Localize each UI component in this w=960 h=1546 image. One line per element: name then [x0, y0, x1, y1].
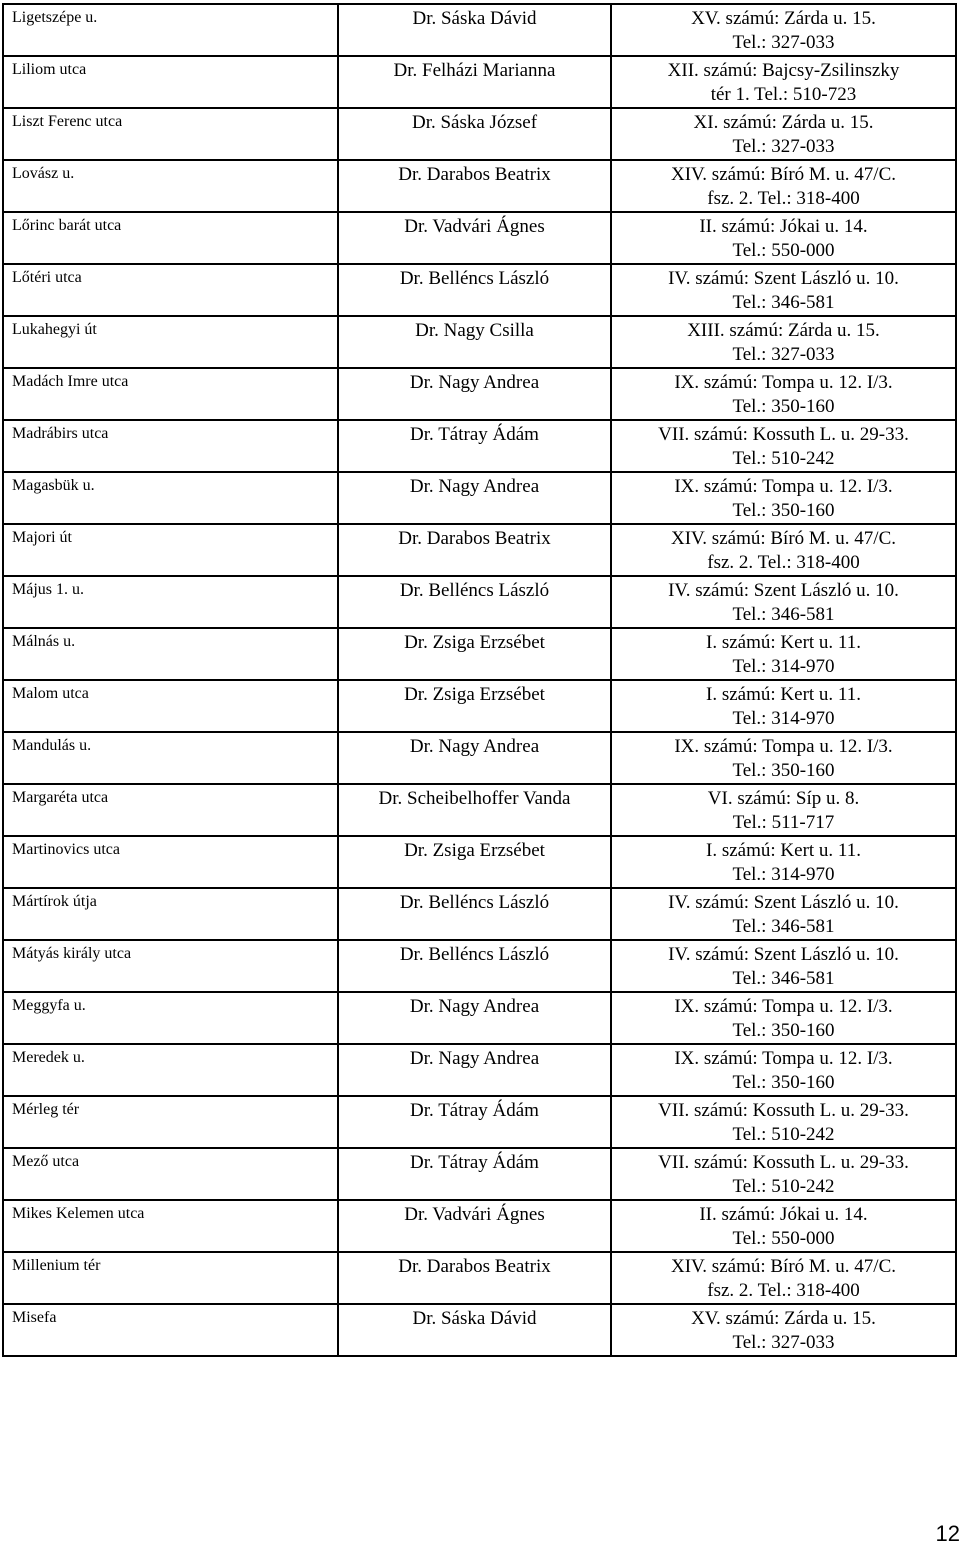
address-cell [611, 160, 956, 212]
table-row [3, 264, 956, 316]
street-name: Millenium tér [12, 1257, 101, 1274]
table-row [3, 368, 956, 420]
phone-line: Tel.: 327-033 [732, 136, 835, 157]
street-name: Misefa [12, 1309, 57, 1326]
address-line: IV. számú: Szent László u. 10. [668, 580, 899, 601]
practice-address [612, 213, 955, 263]
doctor-cell [338, 680, 611, 732]
street-cell [3, 1096, 338, 1148]
address-line: IV. számú: Szent László u. 10. [668, 892, 899, 913]
doctor-name: Dr. Vadvári Ágnes [404, 216, 545, 237]
doctor-name: Dr. Nagy Andrea [409, 476, 540, 497]
address-cell [611, 56, 956, 108]
street-cell [3, 472, 338, 524]
practice-address [612, 369, 955, 419]
table-row [3, 888, 956, 940]
phone-line: fsz. 2. Tel.: 318-400 [707, 188, 860, 209]
phone-line: Tel.: 314-970 [732, 708, 835, 729]
address-cell [611, 628, 956, 680]
table-row [3, 1200, 956, 1252]
street-name: Mikes Kelemen utca [12, 1205, 145, 1222]
table-row [3, 524, 956, 576]
address-cell [611, 732, 956, 784]
street-name: Lukahegyi út [12, 321, 97, 338]
street-cell [3, 628, 338, 680]
doctor-cell [338, 1044, 611, 1096]
street-name: Május 1. u. [12, 581, 84, 598]
doctor-name: Dr. Tátray Ádám [410, 1100, 539, 1121]
doctor-name: Dr. Darabos Beatrix [398, 528, 551, 549]
doctor-cell [338, 1304, 611, 1356]
address-cell [611, 836, 956, 888]
phone-line: tér 1. Tel.: 510-723 [710, 84, 857, 105]
doctor-name: Dr. Nagy Andrea [409, 996, 540, 1017]
street-name: Magasbük u. [12, 477, 95, 494]
doctor-cell [338, 160, 611, 212]
phone-line: Tel.: 327-033 [732, 32, 835, 53]
practice-address [612, 1149, 955, 1199]
street-cell [3, 1252, 338, 1304]
street-cell [3, 784, 338, 836]
district-table [2, 3, 957, 1357]
address-line: IV. számú: Szent László u. 10. [668, 268, 899, 289]
doctor-name: Dr. Darabos Beatrix [398, 1256, 551, 1277]
address-cell [611, 524, 956, 576]
street-name: Madrábirs utca [12, 425, 109, 442]
phone-line: Tel.: 350-160 [732, 500, 835, 521]
practice-address [612, 889, 955, 939]
doctor-name: Dr. Nagy Csilla [415, 320, 534, 341]
address-line: XIV. számú: Bíró M. u. 47/C. [670, 528, 896, 549]
phone-line: Tel.: 350-160 [732, 396, 835, 417]
street-name: Ligetszépe u. [12, 9, 98, 26]
doctor-cell [338, 524, 611, 576]
table-row [3, 160, 956, 212]
doctor-name: Dr. Darabos Beatrix [398, 164, 551, 185]
address-cell [611, 576, 956, 628]
table-row [3, 992, 956, 1044]
phone-line: fsz. 2. Tel.: 318-400 [707, 552, 860, 573]
street-name: Mátyás király utca [12, 945, 132, 962]
doctor-cell [338, 992, 611, 1044]
practice-address [612, 161, 955, 211]
doctor-name: Dr. Sáska József [411, 112, 538, 133]
practice-address [612, 57, 955, 107]
address-cell [611, 1044, 956, 1096]
doctor-cell [338, 836, 611, 888]
doctor-name: Dr. Nagy Andrea [409, 736, 540, 757]
street-name: Mérleg tér [12, 1101, 80, 1118]
practice-address [612, 421, 955, 471]
street-name: Lőtéri utca [12, 269, 82, 286]
doctor-cell [338, 628, 611, 680]
street-name: Margaréta utca [12, 789, 109, 806]
practice-address [612, 525, 955, 575]
doctor-cell [338, 784, 611, 836]
practice-address [612, 1201, 955, 1251]
address-line: XIV. számú: Bíró M. u. 47/C. [670, 164, 896, 185]
address-cell [611, 316, 956, 368]
doctor-cell [338, 316, 611, 368]
doctor-name: Dr. Tátray Ádám [410, 424, 539, 445]
address-cell [611, 264, 956, 316]
doctor-cell [338, 576, 611, 628]
doctor-cell [338, 1148, 611, 1200]
address-line: II. számú: Jókai u. 14. [699, 1204, 868, 1225]
doctor-cell [338, 212, 611, 264]
address-line: VII. számú: Kossuth L. u. 29-33. [658, 1100, 909, 1121]
street-cell [3, 1148, 338, 1200]
address-line: I. számú: Kert u. 11. [706, 684, 861, 705]
phone-line: Tel.: 550-000 [732, 1228, 835, 1249]
doctor-cell [338, 264, 611, 316]
table-row [3, 1096, 956, 1148]
table-row [3, 680, 956, 732]
address-cell [611, 212, 956, 264]
street-cell [3, 992, 338, 1044]
street-cell [3, 108, 338, 160]
practice-address [612, 317, 955, 367]
street-name: Meggyfa u. [12, 997, 86, 1014]
table-row [3, 628, 956, 680]
doctor-name: Dr. Sáska Dávid [412, 1308, 537, 1329]
street-cell [3, 1304, 338, 1356]
address-line: IX. számú: Tompa u. 12. I/3. [674, 736, 893, 757]
phone-line: fsz. 2. Tel.: 318-400 [707, 1280, 860, 1301]
doctor-cell [338, 56, 611, 108]
address-line: XI. számú: Zárda u. 15. [693, 112, 874, 133]
street-cell [3, 1044, 338, 1096]
street-cell [3, 4, 338, 56]
address-line: IX. számú: Tompa u. 12. I/3. [674, 1048, 893, 1069]
address-line: IX. számú: Tompa u. 12. I/3. [674, 372, 893, 393]
street-cell [3, 940, 338, 992]
street-cell [3, 420, 338, 472]
doctor-cell [338, 1096, 611, 1148]
street-name: Málnás u. [12, 633, 76, 650]
address-cell [611, 784, 956, 836]
doctor-name: Dr. Felházi Marianna [393, 60, 556, 81]
phone-line: Tel.: 327-033 [732, 1332, 835, 1353]
street-name: Mandulás u. [12, 737, 92, 754]
practice-address [612, 473, 955, 523]
street-name: Liszt Ferenc utca [12, 113, 123, 130]
street-name: Martinovics utca [12, 841, 120, 858]
address-line: I. számú: Kert u. 11. [706, 840, 861, 861]
doctor-name: Dr. Zsiga Erzsébet [404, 632, 545, 653]
table-row [3, 316, 956, 368]
phone-line: Tel.: 510-242 [732, 1176, 835, 1197]
street-name: Lőrinc barát utca [12, 217, 122, 234]
doctor-cell [338, 732, 611, 784]
table-row [3, 836, 956, 888]
phone-line: Tel.: 350-160 [732, 1020, 835, 1041]
address-line: XV. számú: Zárda u. 15. [691, 8, 876, 29]
doctor-cell [338, 888, 611, 940]
practice-address [612, 629, 955, 679]
address-line: XIII. számú: Zárda u. 15. [687, 320, 880, 341]
practice-address [612, 5, 955, 55]
doctor-name: Dr. Sáska Dávid [412, 8, 537, 29]
table-row [3, 1044, 956, 1096]
phone-line: Tel.: 350-160 [732, 1072, 835, 1093]
street-cell [3, 264, 338, 316]
address-cell [611, 420, 956, 472]
phone-line: Tel.: 510-242 [732, 448, 835, 469]
address-line: II. számú: Jókai u. 14. [699, 216, 868, 237]
practice-address [612, 265, 955, 315]
address-line: XII. számú: Bajcsy-Zsilinszky [667, 60, 900, 81]
address-line: VI. számú: Síp u. 8. [707, 788, 860, 809]
address-cell [611, 4, 956, 56]
table-row [3, 4, 956, 56]
street-cell [3, 212, 338, 264]
phone-line: Tel.: 314-970 [732, 864, 835, 885]
address-cell [611, 1148, 956, 1200]
street-cell [3, 680, 338, 732]
phone-line: Tel.: 510-242 [732, 1124, 835, 1145]
table-row [3, 1148, 956, 1200]
street-name: Lovász u. [12, 165, 75, 182]
phone-line: Tel.: 327-033 [732, 344, 835, 365]
address-line: IX. számú: Tompa u. 12. I/3. [674, 476, 893, 497]
table-row [3, 108, 956, 160]
street-cell [3, 524, 338, 576]
doctor-name: Dr. Belléncs László [399, 892, 550, 913]
doctor-name: Dr. Tátray Ádám [410, 1152, 539, 1173]
practice-address [612, 993, 955, 1043]
table-row [3, 212, 956, 264]
address-line: IX. számú: Tompa u. 12. I/3. [674, 996, 893, 1017]
table-row [3, 732, 956, 784]
doctor-name: Dr. Belléncs László [399, 944, 550, 965]
phone-line: Tel.: 346-581 [732, 292, 835, 313]
table-row [3, 940, 956, 992]
phone-line: Tel.: 346-581 [732, 968, 835, 989]
address-line: XV. számú: Zárda u. 15. [691, 1308, 876, 1329]
doctor-cell [338, 108, 611, 160]
street-cell [3, 836, 338, 888]
street-name: Madách Imre utca [12, 373, 129, 390]
phone-line: Tel.: 550-000 [732, 240, 835, 261]
street-cell [3, 888, 338, 940]
address-cell [611, 888, 956, 940]
doctor-cell [338, 1200, 611, 1252]
practice-address [612, 837, 955, 887]
practice-address [612, 941, 955, 991]
table-body [3, 4, 956, 1356]
doctor-name: Dr. Nagy Andrea [409, 1048, 540, 1069]
address-cell [611, 108, 956, 160]
address-cell [611, 992, 956, 1044]
doctor-cell [338, 940, 611, 992]
page-number: 12 [935, 1521, 960, 1546]
doctor-cell [338, 420, 611, 472]
address-cell [611, 1200, 956, 1252]
street-name: Liliom utca [12, 61, 87, 78]
doctor-cell [338, 1252, 611, 1304]
street-name: Majori út [12, 529, 72, 546]
street-cell [3, 316, 338, 368]
table-row [3, 472, 956, 524]
doctor-name: Dr. Belléncs László [399, 268, 550, 289]
address-cell [611, 472, 956, 524]
table-row [3, 576, 956, 628]
doctor-name: Dr. Vadvári Ágnes [404, 1204, 545, 1225]
phone-line: Tel.: 346-581 [732, 604, 835, 625]
doctor-name: Dr. Zsiga Erzsébet [404, 684, 545, 705]
practice-address [612, 577, 955, 627]
street-cell [3, 160, 338, 212]
doctor-name: Dr. Scheibelhoffer Vanda [378, 788, 571, 809]
street-cell [3, 56, 338, 108]
phone-line: Tel.: 350-160 [732, 760, 835, 781]
table-row [3, 1304, 956, 1356]
doctor-name: Dr. Nagy Andrea [409, 372, 540, 393]
phone-line: Tel.: 346-581 [732, 916, 835, 937]
practice-address [612, 785, 955, 835]
address-line: I. számú: Kert u. 11. [706, 632, 861, 653]
address-cell [611, 368, 956, 420]
practice-address [612, 109, 955, 159]
address-line: XIV. számú: Bíró M. u. 47/C. [670, 1256, 896, 1277]
street-cell [3, 576, 338, 628]
practice-address [612, 733, 955, 783]
address-cell [611, 940, 956, 992]
address-cell [611, 1096, 956, 1148]
table-row [3, 56, 956, 108]
doctor-name: Dr. Belléncs László [399, 580, 550, 601]
practice-address [612, 1305, 955, 1355]
street-name: Mező utca [12, 1153, 80, 1170]
phone-line: Tel.: 314-970 [732, 656, 835, 677]
address-line: IV. számú: Szent László u. 10. [668, 944, 899, 965]
street-name: Malom utca [12, 685, 89, 702]
address-cell [611, 1252, 956, 1304]
doctor-name: Dr. Zsiga Erzsébet [404, 840, 545, 861]
street-name: Mártírok útja [12, 893, 97, 910]
table-row [3, 420, 956, 472]
address-line: VII. számú: Kossuth L. u. 29-33. [658, 1152, 909, 1173]
doctor-cell [338, 472, 611, 524]
practice-address [612, 1097, 955, 1147]
phone-line: Tel.: 511-717 [732, 812, 835, 833]
practice-address [612, 681, 955, 731]
table-row [3, 1252, 956, 1304]
street-cell [3, 1200, 338, 1252]
address-cell [611, 1304, 956, 1356]
street-name: Meredek u. [12, 1049, 85, 1066]
address-cell [611, 680, 956, 732]
address-line: VII. számú: Kossuth L. u. 29-33. [658, 424, 909, 445]
practice-address [612, 1253, 955, 1303]
table-row [3, 784, 956, 836]
street-cell [3, 368, 338, 420]
doctor-cell [338, 4, 611, 56]
practice-address [612, 1045, 955, 1095]
doctor-cell [338, 368, 611, 420]
street-cell [3, 732, 338, 784]
